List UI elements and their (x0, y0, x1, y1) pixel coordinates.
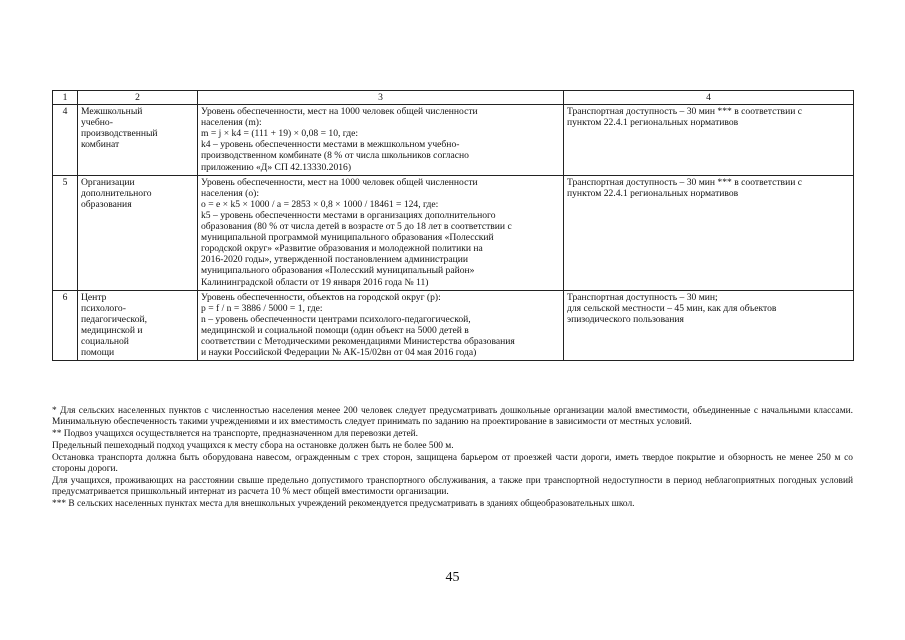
accessibility-text: Транспортная доступность – 30 мин *** в соответствии с пунктом 22.4.1 региональных нормативов (564, 175, 854, 290)
object-name: Центр психолого- педагогической, медицинской и социальной помощи (78, 290, 198, 361)
footnote: Для учащихся, проживающих на расстоянии свыше предельно допустимого транспортного обслуживания, а также при транспортной недоступности в период неблагоприятных погодных условий предусматривается пришкольный интернат из расчета 10 % мест общей вместимости организации. (52, 475, 853, 497)
table-row (53, 105, 854, 176)
norms-table (52, 90, 854, 361)
object-name: Организации дополнительного образования (78, 175, 198, 290)
header-col-4: 4 (564, 91, 854, 105)
accessibility-text: Транспортная доступность – 30 мин; для сельской местности – 45 мин, как для объектов эпизодического пользования (564, 290, 854, 361)
calculation-text: Уровень обеспеченности, мест на 1000 человек общей численности населения (o): o = e × k5 × 1000 / a = 2853 × 0,8 × 1000 / 18461 = 124, где: k5 – уровень обеспеченности местами в организациях дополнительного образования (80 % от числа детей в возрасте от 5 до 18 лет в соответствии с муниципальной программой муниципального образования «Полесский городской округ» «Развитие образования и молодежной политики на 2016-2020 годы», утвержденной постановлением администрации муниципального образования «Полесский муниципальный район» Калининградской области от 19 января 2016 года № 11) (198, 175, 564, 290)
footnote: *** В сельских населенных пунктах места для внешкольных учреждений рекомендуется предусматривать в зданиях общеобразовательных школ. (52, 498, 635, 509)
footnote: Остановка транспорта должна быть оборудована навесом, огражденным с трех сторон, защищена барьером от проезжей части дороги, иметь твердое покрытие и обзорность не менее 250 м со стороны дороги. (52, 452, 853, 474)
object-name: Межшкольный учебно- производственный комбинат (78, 105, 198, 176)
calculation-text: Уровень обеспеченности, объектов на городской округ (p): p = f / n = 3886 / 5000 = 1, где: n – уровень обеспеченности центрами психолого-педагогической, медицинской и социальной помощи (один объект на 5000 детей в соответствии с Методическими рекомендациями Министерства образования и науки Российской Федерации № АК-15/02вн от 04 мая 2016 года) (198, 290, 564, 361)
footnote: * Для сельских населенных пунктов с численностью населения менее 200 человек следует предусматривать дошкольные организации малой вместимости, объединенные с начальными классами. Минимальную обеспеченность такими учреждениями и их вместимость следует принимать по заданию на проектирование в зависимости от местных условий. (52, 406, 853, 428)
row-number: 5 (53, 175, 78, 290)
header-col-1: 1 (53, 91, 78, 105)
footnote: ** Подвоз учащихся осуществляется на транспорте, предназначенном для перевозки детей. (52, 429, 419, 439)
footnote: Предельный пешеходный подход учащихся к месту сбора на остановке должен быть не более 500 м. (52, 440, 454, 451)
row-number: 6 (53, 290, 78, 361)
header-col-3: 3 (198, 91, 564, 105)
page-number: 45 (445, 570, 460, 585)
calculation-text: Уровень обеспеченности, мест на 1000 человек общей численности населения (m): m = j × k4 = (111 + 19) × 0,08 = 10, где: k4 – уровень обеспеченности местами в межшкольном учебно- производственном комбинате (8 % от числа школьников согласно приложению «Д» СП 42.13330.2016) (198, 105, 564, 176)
accessibility-text: Транспортная доступность – 30 мин *** в соответствии с пунктом 22.4.1 региональных нормативов (564, 105, 854, 176)
table-row (53, 175, 854, 290)
table-header-row (53, 91, 854, 105)
header-col-2: 2 (78, 91, 198, 105)
row-number: 4 (53, 105, 78, 176)
table-row (53, 290, 854, 361)
footnotes (52, 406, 853, 510)
